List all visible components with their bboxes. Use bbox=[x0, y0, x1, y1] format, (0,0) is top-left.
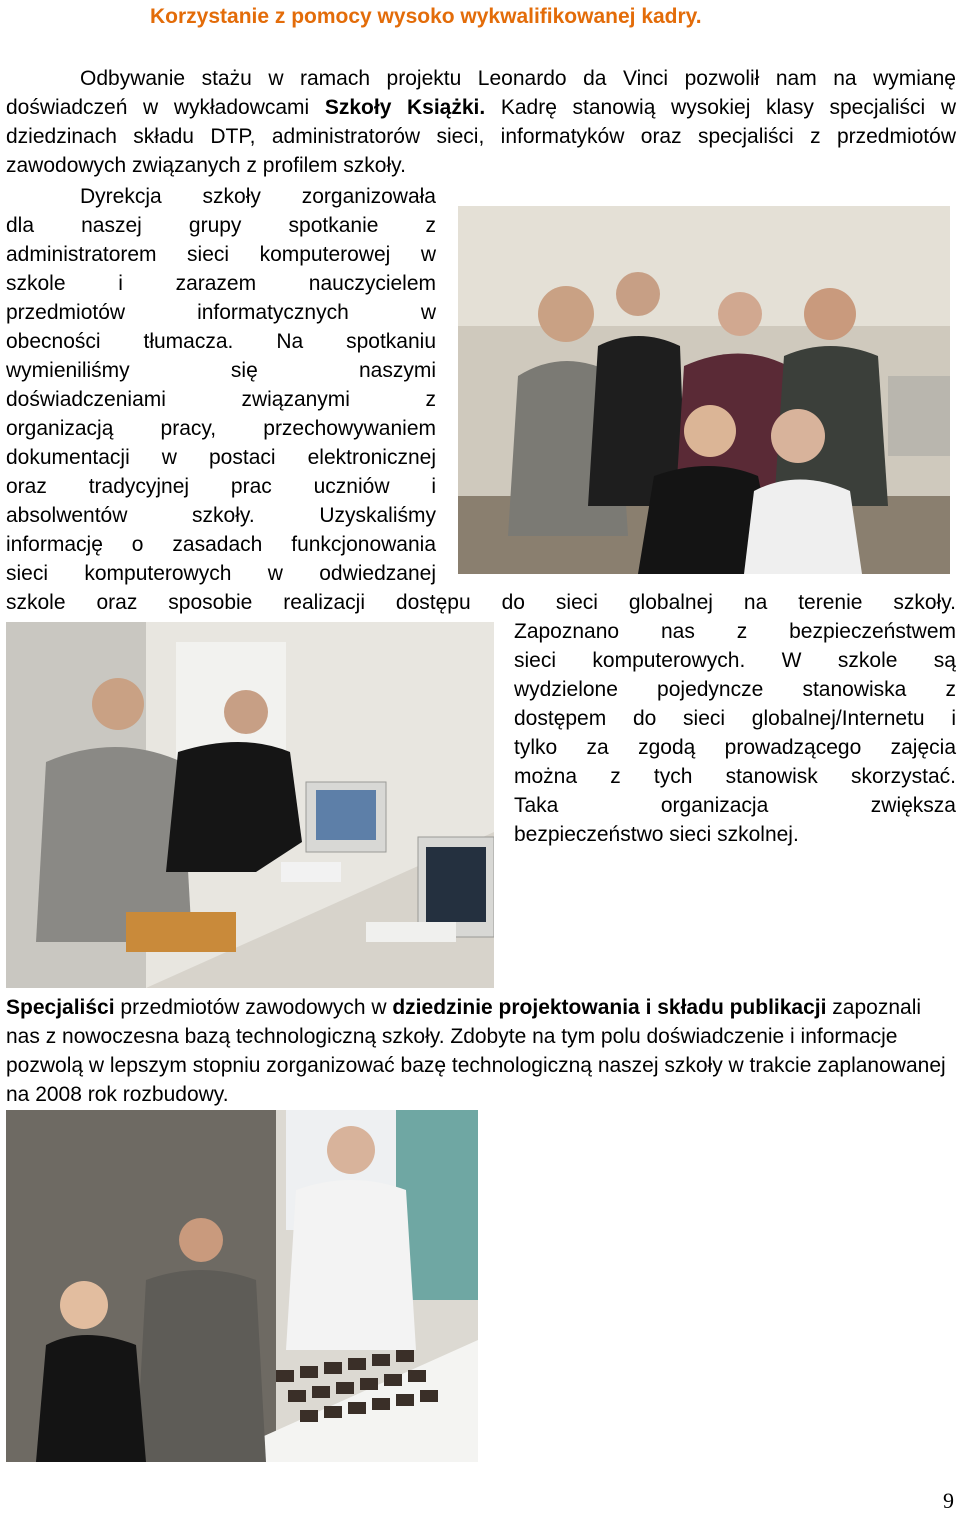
paragraph-meeting bbox=[6, 182, 436, 588]
photo-print-samples bbox=[6, 1110, 478, 1462]
text-line: dostępem do sieci globalnej/Internetu i bbox=[514, 707, 956, 730]
text-line: szkole i zarazem nauczycielem bbox=[6, 272, 436, 295]
paragraph-security bbox=[514, 617, 956, 849]
text-line: tylko za zgodą prowadzącego zajęcia bbox=[514, 736, 956, 759]
text-line: przedmiotów informatycznych w bbox=[6, 301, 436, 324]
text-line: Zapoznano nas z bezpieczeństwem bbox=[514, 620, 956, 643]
photo-computer-room bbox=[6, 622, 494, 988]
text-line: absolwentów szkoły. Uzyskaliśmy bbox=[6, 504, 436, 527]
text-line: Taka organizacja zwiększa bbox=[514, 794, 956, 817]
text-line: dokumentacji w postaci elektronicznej bbox=[6, 446, 436, 469]
text-line: doświadczeniami związanymi z bbox=[6, 388, 436, 411]
text-line: dla naszej grupy spotkanie z bbox=[6, 214, 436, 237]
text-line: Dyrekcja szkoły zorganizowała bbox=[80, 185, 436, 208]
paragraph-specialists: Specjaliści przedmiotów zawodowych w dziedzinie projektowania i składu publikacji zapoznali nas z nowoczesna bazą technologiczną szkoły. Zdobyte na tym polu doświadczenie i informacje pozwolą w lepszym stopniu zorganizować bazę technologiczną naszej szkoły w trakcie zaplanowanej na 2008 rok rozbudowy. bbox=[6, 996, 946, 1106]
text-line: obecności tłumacza. Na spotkaniu bbox=[6, 330, 436, 353]
text-line: sieci komputerowych. W szkole są bbox=[514, 649, 956, 672]
photo-group-portrait bbox=[458, 206, 950, 574]
photo-group-portrait-image bbox=[458, 206, 950, 574]
photo-print-samples-image bbox=[6, 1110, 478, 1462]
text-line: organizacją pracy, przechowywaniem bbox=[6, 417, 436, 440]
photo-computer-room-image bbox=[6, 622, 494, 988]
text-line: wydzielone pojedyncze stanowiska z bbox=[514, 678, 956, 701]
text-line: administratorem sieci komputerowej w bbox=[6, 243, 436, 266]
page-number: 9 bbox=[943, 1488, 954, 1513]
text-line: sieci komputerowych w odwiedzanej bbox=[6, 562, 436, 585]
text-line: wymieniliśmy się naszymi bbox=[6, 359, 436, 382]
section-heading: Korzystanie z pomocy wysoko wykwalifikowanej kadry. bbox=[150, 5, 702, 28]
text-line: informację o zasadach funkcjonowania bbox=[6, 533, 436, 556]
paragraph-intro: Odbywanie stażu w ramach projektu Leonardo da Vinci pozwolił nam na wymianę doświadczeń w wykładowcami Szkoły Książki. Kadrę stanowią wysokiej klasy specjaliści w dziedzinach składu DTP, administratorów sieci, informatyków oraz specjaliści z przedmiotów zawodowych związanych z profilem szkoły. bbox=[6, 67, 956, 177]
text-line: można z tych stanowisk skorzystać. bbox=[514, 765, 956, 788]
text-line: bezpieczeństwo sieci szkolnej. bbox=[514, 823, 799, 846]
paragraph-meeting-fullline: szkole oraz sposobie realizacji dostępu do sieci globalnej na terenie szkoły. bbox=[6, 591, 956, 614]
text-line: oraz tradycyjnej prac uczniów i bbox=[6, 475, 436, 498]
